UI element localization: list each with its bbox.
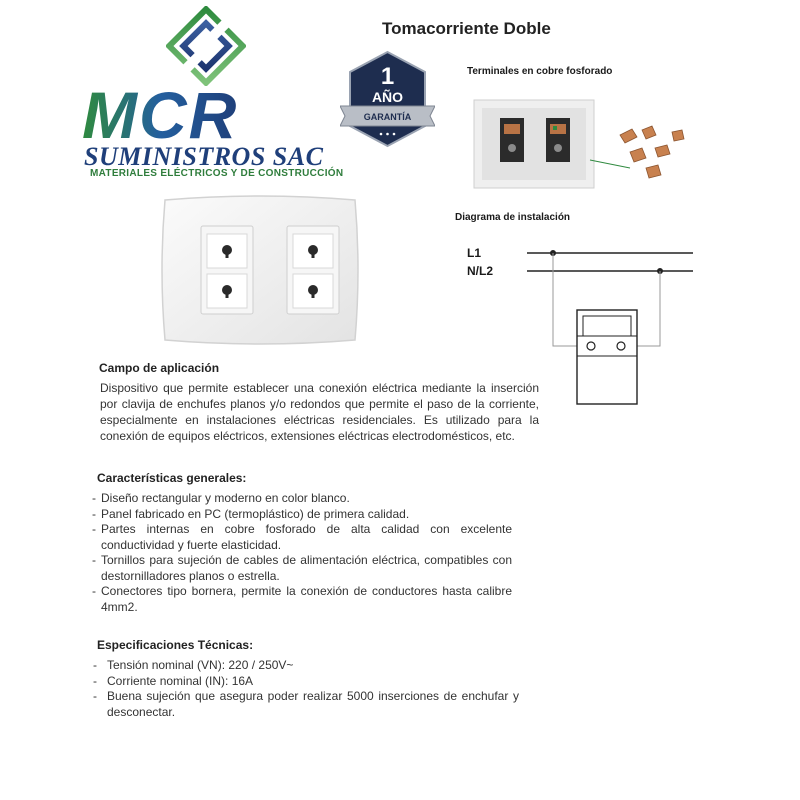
product-title: Tomacorriente Doble <box>382 19 551 38</box>
brand-logo-lettering <box>80 86 325 142</box>
especificaciones-list <box>93 658 519 720</box>
line-label-nl2: N/L2 <box>467 264 494 278</box>
company-name: SUMINISTROS SAC <box>84 142 324 171</box>
warranty-unit: AÑO <box>371 89 404 105</box>
list-item: - Corriente nominal (IN): 16A <box>93 674 519 690</box>
section-title-caracteristicas: Características generales: <box>97 471 247 485</box>
section-body-campo: Dispositivo que permite establecer una conexión eléctrica mediante la inserción por clavija de enchufes planos y/o redondos que permite el paso de la corriente, especialmente en instalaciones eléctricas residenciales. Es utilizado para la conexión de equipos eléctricos, extensiones eléctricas electrodomésticos, etc. <box>100 381 539 443</box>
list-item: - Buena sujeción que asegura poder realizar 5000 inserciones de enchufar y desconectar. <box>93 689 519 720</box>
list-item: - Panel fabricado en PC (termoplástico) de primera calidad. <box>92 507 512 523</box>
warranty-badge <box>340 50 435 148</box>
socket-product-photo <box>155 190 365 350</box>
warranty-number: 1 <box>380 63 395 90</box>
terminals-photo <box>460 90 710 195</box>
company-logo-icon <box>166 6 246 86</box>
list-item: - Conectores tipo bornera, permite la conexión de conductores hasta calibre 4mm2. <box>92 584 512 615</box>
company-tagline: MATERIALES ELÉCTRICOS Y DE CONSTRUCCIÓN <box>90 168 344 179</box>
warranty-label: GARANTÍA <box>363 112 412 122</box>
list-item: - Diseño rectangular y moderno en color blanco. <box>92 491 512 507</box>
list-item: - Partes internas en cobre fosforado de alta calidad con excelente conductividad y fuerte elasticidad. <box>92 522 512 553</box>
list-item: - Tornillos para sujeción de cables de alimentación eléctrica, compatibles con destornilladores planos o estrella. <box>92 553 512 584</box>
diagram-caption: Diagrama de instalación <box>455 212 571 223</box>
terminals-caption: Terminales en cobre fosforado <box>467 66 613 77</box>
section-title-campo: Campo de aplicación <box>99 361 220 375</box>
line-label-l1: L1 <box>467 246 482 260</box>
caracteristicas-list <box>92 491 512 615</box>
svg-text:MCR: MCR <box>82 86 239 142</box>
section-title-especificaciones: Especificaciones Técnicas: <box>97 638 254 652</box>
list-item: - Tensión nominal (VN): 220 / 250V~ <box>93 658 519 674</box>
